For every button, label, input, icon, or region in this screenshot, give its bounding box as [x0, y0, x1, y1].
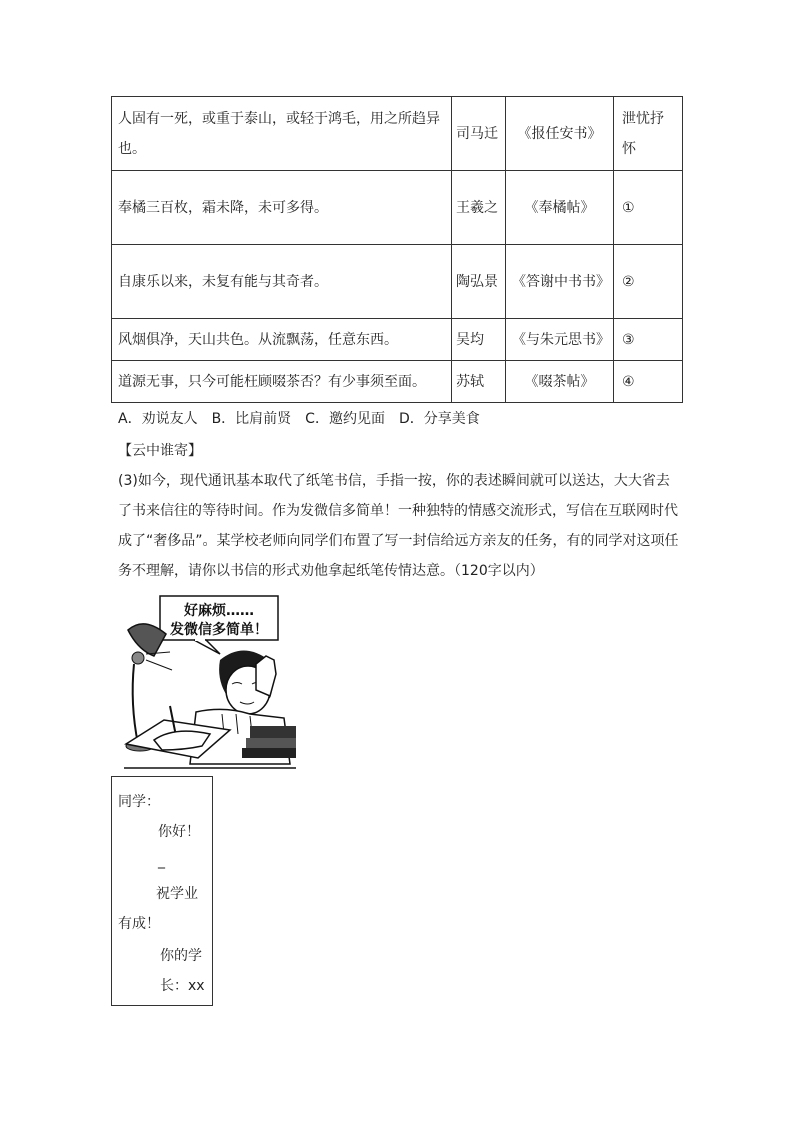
- sentence-cell: 奉橘三百枚，霜未降，未可多得。: [112, 171, 452, 245]
- sentence-cell: 道源无事，只今可能枉顾啜茶否？有少事须至面。: [112, 361, 452, 403]
- purpose-cell: ②: [614, 245, 683, 319]
- purpose-cell: ①: [614, 171, 683, 245]
- letter-signature-2: 长：xx: [160, 978, 205, 994]
- letter-closing-1: 祝学业: [156, 886, 198, 902]
- author-cell: 陶弘景: [452, 245, 506, 319]
- work-cell: 《答谢中书书》: [506, 245, 614, 319]
- author-cell: 王羲之: [452, 171, 506, 245]
- table-row: [112, 361, 683, 403]
- purpose-cell: ③: [614, 319, 683, 361]
- comic-illustration: [124, 594, 296, 770]
- section-title: 【云中谁寄】: [118, 443, 202, 459]
- work-cell: 《啜茶帖》: [506, 361, 614, 403]
- question-text: (3)如今，现代通讯基本取代了纸笔书信，手指一按，你的表述瞬间就可以送达，大大省去了书来信往的等待时间。作为发微信多简单！一种独特的情感交流形式，写信在互联网时代成了“奢侈品”。某学校老师向同学们布置了写一封信给远方亲友的任务，有的同学对这项任务不理解，请你以书信的形式劝他拿起纸笔传情达意。（120字以内）: [118, 473, 679, 579]
- purpose-cell: ④: [614, 361, 683, 403]
- letter-body-blank: _: [158, 853, 165, 869]
- hand-on-head: [256, 656, 276, 696]
- work-cell: 《报任安书》: [506, 97, 614, 171]
- letter-template-box: [111, 776, 213, 1006]
- table-row: [112, 319, 683, 361]
- sentence-cell: 人固有一死，或重于泰山，或轻于鸿毛，用之所趋异也。: [112, 97, 452, 171]
- letter-greeting: 你好！: [158, 824, 200, 840]
- poetry-letters-table: [111, 96, 683, 403]
- table-row: [112, 97, 683, 171]
- sentence-cell: 自康乐以来，未复有能与其奇者。: [112, 245, 452, 319]
- letter-salutation: 同学：: [118, 794, 160, 810]
- bubble-text-line2: 发微信多简单！: [170, 622, 268, 638]
- work-cell: 《与朱元思书》: [506, 319, 614, 361]
- letter-signature-1: 你的学: [160, 948, 202, 964]
- work-cell: 《奉橘帖》: [506, 171, 614, 245]
- purpose-cell: 泄忧抒怀: [614, 97, 683, 171]
- letter-closing-2: 有成！: [118, 916, 160, 932]
- table-row: [112, 171, 683, 245]
- author-cell: 苏轼: [452, 361, 506, 403]
- author-cell: 司马迁: [452, 97, 506, 171]
- table-row: [112, 245, 683, 319]
- author-cell: 吴均: [452, 319, 506, 361]
- answer-options: A．劝说友人 B．比肩前贤 C．邀约见面 D．分享美食: [118, 411, 480, 427]
- sentence-cell: 风烟俱净，天山共色。从流飘荡，任意东西。: [112, 319, 452, 361]
- bubble-text-line1: 好麻烦……: [184, 603, 254, 619]
